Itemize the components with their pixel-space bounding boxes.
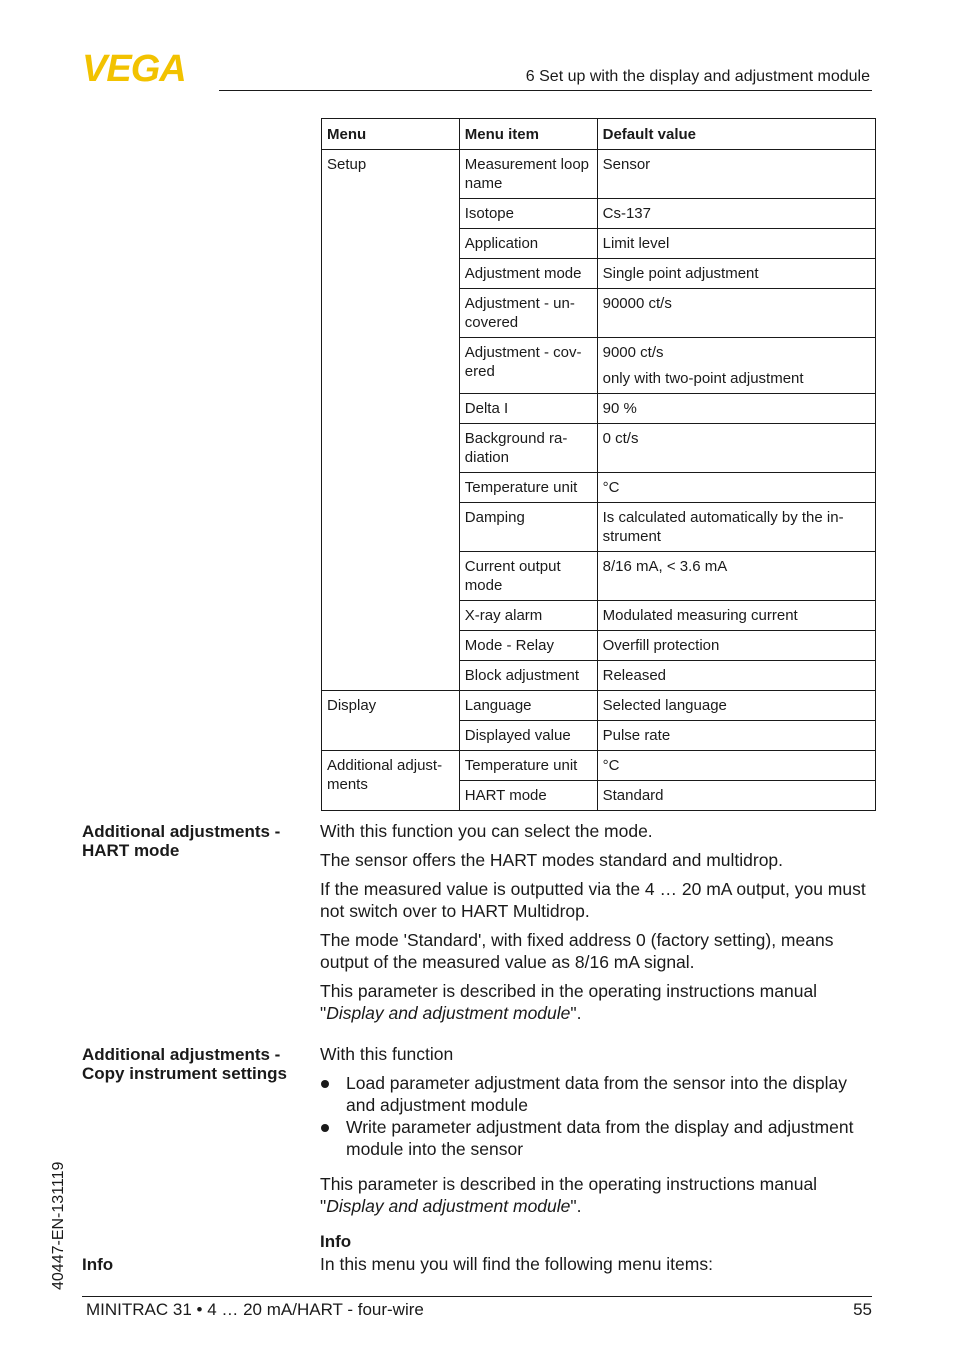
paragraph: With this function you can select the mode. [320,821,653,841]
manual-reference: Display and adjustment module [326,1196,571,1216]
menu-item-cell: Temperature unit [459,751,597,781]
footer-divider [82,1296,872,1297]
default-value-cell: °C [597,751,875,781]
default-value-cell: Modulated measuring current [597,601,875,631]
page-number: 55 [853,1300,872,1319]
default-values-table [321,118,876,811]
default-value-cell: Selected language [597,691,875,721]
default-value-cell: Cs-137 [597,199,875,229]
default-value-cell: Overfill protection [597,631,875,661]
svg-text:VEGA: VEGA [82,50,186,84]
table-row [322,150,876,199]
paragraph: If the measured value is outputted via the 4 … 20 mA output, you must not switch over to HART Multidrop. [320,879,866,921]
menu-item-cell: X-ray alarm [459,601,597,631]
table-row [322,691,876,721]
menu-item-cell: Displayed value [459,721,597,751]
default-value-cell: 8/16 mA, < 3.6 mA [597,552,875,601]
document-id: 40447-EN-131119 [50,1161,67,1290]
default-value-cell: 90000 ct/s [597,289,875,338]
menu-item-cell: Damping [459,503,597,552]
hart-mode-body [320,820,876,1031]
table-header-row [322,119,876,150]
info-text: In this menu you will find the following menu items: [320,1254,713,1274]
column-header: Menu item [459,119,597,150]
table-row [322,751,876,781]
header-divider [219,90,872,91]
menu-item-cell: Measurement loop name [459,150,597,199]
menu-item-cell: Block adjustment [459,661,597,691]
menu-item-cell: Delta I [459,394,597,424]
info-side-heading: Info [82,1255,114,1274]
default-value-note: only with two-point adjustment [602,370,804,387]
default-value-cell: Standard [597,781,875,811]
bullet-icon [321,1080,329,1088]
default-value-cell: °C [597,473,875,503]
copy-settings-side-heading: Additional adjustments - Copy instrument settings [82,1045,287,1083]
section-title: 6 Set up with the display and adjustment module [525,68,870,85]
copy-settings-body [320,1043,876,1224]
default-value-cell: Pulse rate [597,721,875,751]
menu-item-cell: Application [459,229,597,259]
menu-item-cell: Language [459,691,597,721]
menu-cell-additional: Additional adjust-ments [322,751,460,811]
menu-item-cell: Adjustment - cov-ered [459,338,597,394]
default-value-cell: Released [597,661,875,691]
default-value-cell: Is calculated automatically by the in-strument [597,503,875,552]
menu-item-cell: Mode - Relay [459,631,597,661]
menu-item-cell: Temperature unit [459,473,597,503]
manual-reference: Display and adjustment module [326,1003,571,1023]
paragraph: With this function [320,1044,454,1064]
menu-item-cell: Isotope [459,199,597,229]
menu-item-cell: Adjustment - un-covered [459,289,597,338]
menu-cell-display: Display [322,691,460,751]
default-value-cell: Single point adjustment [597,259,875,289]
vega-logo [82,50,212,84]
default-value-cell: Sensor [597,150,875,199]
paragraph: The mode 'Standard', with fixed address 0 (factory setting), means output of the measured value as 8/16 mA signal. [320,930,834,972]
bullet-list [320,1072,876,1160]
default-value-cell: 90 % [597,394,875,424]
list-item: Write parameter adjustment data from the display and adjustment module into the sensor [320,1116,876,1160]
menu-item-cell: Background ra-diation [459,424,597,473]
paragraph: This parameter is described in the operating instructions manual "Display and adjustment module". [320,1174,818,1216]
bullet-icon [321,1124,329,1132]
column-header: Menu [322,119,460,150]
default-value-cell [597,338,875,394]
info-heading: Info [320,1232,352,1251]
menu-cell-setup: Setup [322,150,460,691]
default-value-cell: 0 ct/s [597,424,875,473]
menu-item-cell: HART mode [459,781,597,811]
paragraph: The sensor offers the HART modes standard and multidrop. [320,850,784,870]
hart-mode-side-heading: Additional adjustments - HART mode [82,822,281,860]
column-header: Default value [597,119,875,150]
default-value-text: 9000 ct/s [602,344,664,361]
paragraph: This parameter is described in the operating instructions manual "Display and adjustment module". [320,981,818,1023]
default-value-cell: Limit level [597,229,875,259]
list-item: Load parameter adjustment data from the sensor into the display and adjustment module [320,1072,876,1116]
footer-product: MINITRAC 31 • 4 … 20 mA/HART - four-wire [86,1300,424,1319]
menu-item-cell: Adjustment mode [459,259,597,289]
menu-item-cell: Current output mode [459,552,597,601]
